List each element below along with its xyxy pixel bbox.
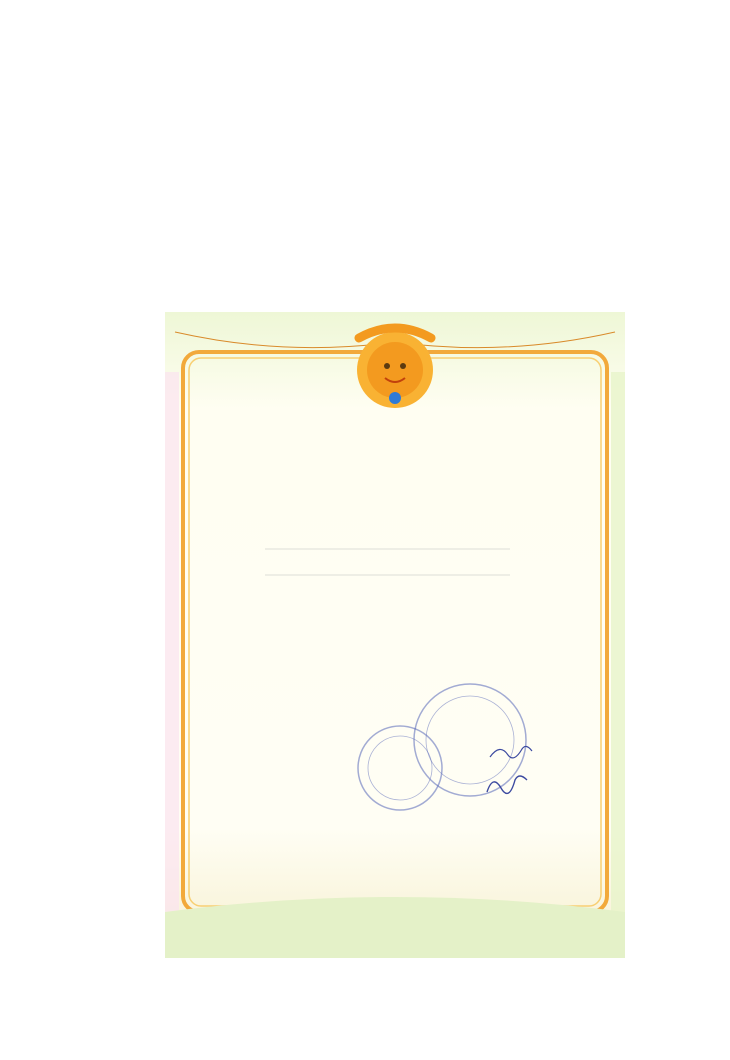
frame-left-border [0,0,22,1060]
diploma-artwork [165,312,625,958]
diploma-image [165,312,625,958]
frame-top-border [0,0,730,22]
frame-bottom-border [0,1038,730,1060]
frame-right-border [708,0,730,1060]
